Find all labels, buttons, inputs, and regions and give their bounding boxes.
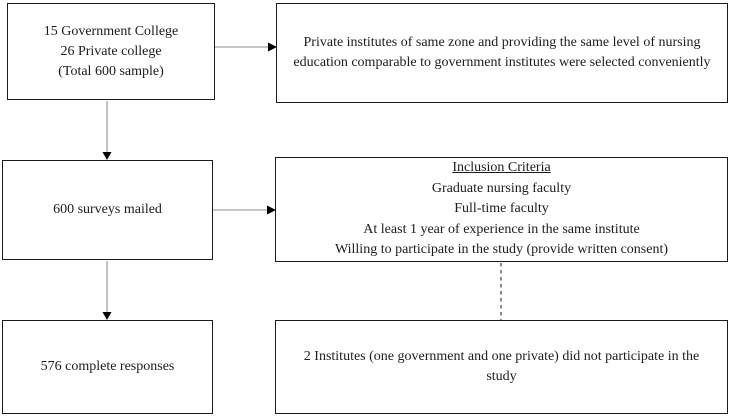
box-sample-colleges xyxy=(7,3,215,100)
inclusion-criteria-title: Inclusion Criteria xyxy=(452,160,551,176)
non-participation-text: 2 Institutes (one government and one private) did not participate in the study xyxy=(303,349,700,384)
complete-responses-text: 576 complete responses xyxy=(40,359,175,374)
inclusion-criterion-graduate: Graduate nursing faculty xyxy=(431,180,572,196)
inclusion-criterion-experience: At least 1 year of experience in the same institute xyxy=(363,221,640,237)
inclusion-criterion-consent: Willing to participate in the study (provide written consent) xyxy=(334,242,669,258)
colleges-line-total: (Total 600 sample) xyxy=(58,63,164,79)
arrow-colleges-to-surveys xyxy=(103,101,112,160)
surveys-mailed-text: 600 surveys mailed xyxy=(53,202,162,217)
box-complete-responses xyxy=(2,320,213,414)
arrow-surveys-to-inclusion xyxy=(213,206,276,215)
box-non-participation-note xyxy=(275,320,728,414)
arrow-surveys-to-responses xyxy=(103,261,112,320)
box-surveys-mailed xyxy=(2,160,213,260)
box-private-institutes-note xyxy=(276,3,728,103)
colleges-line-private: 26 Private college xyxy=(60,43,162,59)
colleges-line-government: 15 Government College xyxy=(43,23,179,39)
arrow-colleges-to-private xyxy=(215,43,277,52)
box-inclusion-criteria xyxy=(275,157,728,262)
inclusion-criterion-fulltime: Full-time faculty xyxy=(454,201,549,217)
private-institutes-text: Private institutes of same zone and providing the same level of nursing education comparable to government institutes were selected conveniently xyxy=(293,35,711,70)
